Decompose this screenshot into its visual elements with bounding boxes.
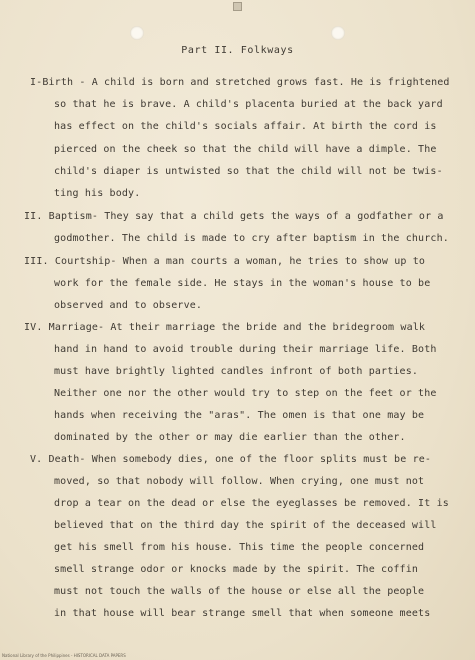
- text-line: child's diaper is untwisted so that the child will not be twis-: [54, 166, 443, 177]
- text-line: must have brightly lighted candles infront of both parties.: [54, 366, 419, 377]
- punch-hole-right: [331, 26, 345, 40]
- archive-footer: National Library of the Philippines - HISTORICAL DATA PAPERS: [2, 653, 126, 658]
- text-line: hands when receiving the "aras". The omen is that one may be: [54, 410, 425, 421]
- text-line: drop a tear on the dead or else the eyeglasses be removed. It is: [54, 498, 449, 509]
- text-line: work for the female side. He stays in the woman's house to be: [54, 278, 431, 289]
- text-line: must not touch the walls of the house or else all the people: [54, 586, 425, 597]
- text-line: get his smell from his house. This time the people concerned: [54, 542, 425, 553]
- text-line: in that house will bear strange smell that when someone meets: [54, 608, 431, 619]
- text-line: so that he is brave. A child's placenta buried at the back yard: [54, 99, 443, 110]
- text-line: V. Death- When somebody dies, one of the floor splits must be re-: [30, 454, 432, 465]
- text-line: pierced on the cheek so that the child will have a dimple. The: [54, 144, 437, 155]
- text-line: moved, so that nobody will follow. When crying, one must not: [54, 476, 425, 487]
- staple-mark: [233, 2, 242, 11]
- text-line: ting his body.: [54, 188, 141, 199]
- text-line: Neither one nor the other would try to step on the feet or the: [54, 388, 437, 399]
- text-line: godmother. The child is made to cry after baptism in the church.: [54, 233, 449, 244]
- text-line: hand in hand to avoid trouble during their marriage life. Both: [54, 344, 437, 355]
- text-line: II. Baptism- They say that a child gets the ways of a godfather or a: [24, 211, 444, 222]
- punch-hole-left: [130, 26, 144, 40]
- text-line: III. Courtship- When a man courts a woman, he tries to show up to: [24, 256, 426, 267]
- text-line: observed and to observe.: [54, 300, 203, 311]
- text-line: I-Birth - A child is born and stretched grows fast. He is frightened: [30, 77, 450, 88]
- text-line: smell strange odor or knocks made by the spirit. The coffin: [54, 564, 419, 575]
- page-title: Part II. Folkways: [181, 45, 294, 56]
- text-line: has effect on the child's socials affair. At birth the cord is: [54, 121, 437, 132]
- text-line: IV. Marriage- At their marriage the bride and the bridegroom walk: [24, 322, 426, 333]
- text-line: dominated by the other or may die earlier than the other.: [54, 432, 406, 443]
- text-line: believed that on the third day the spirit of the deceased will: [54, 520, 437, 531]
